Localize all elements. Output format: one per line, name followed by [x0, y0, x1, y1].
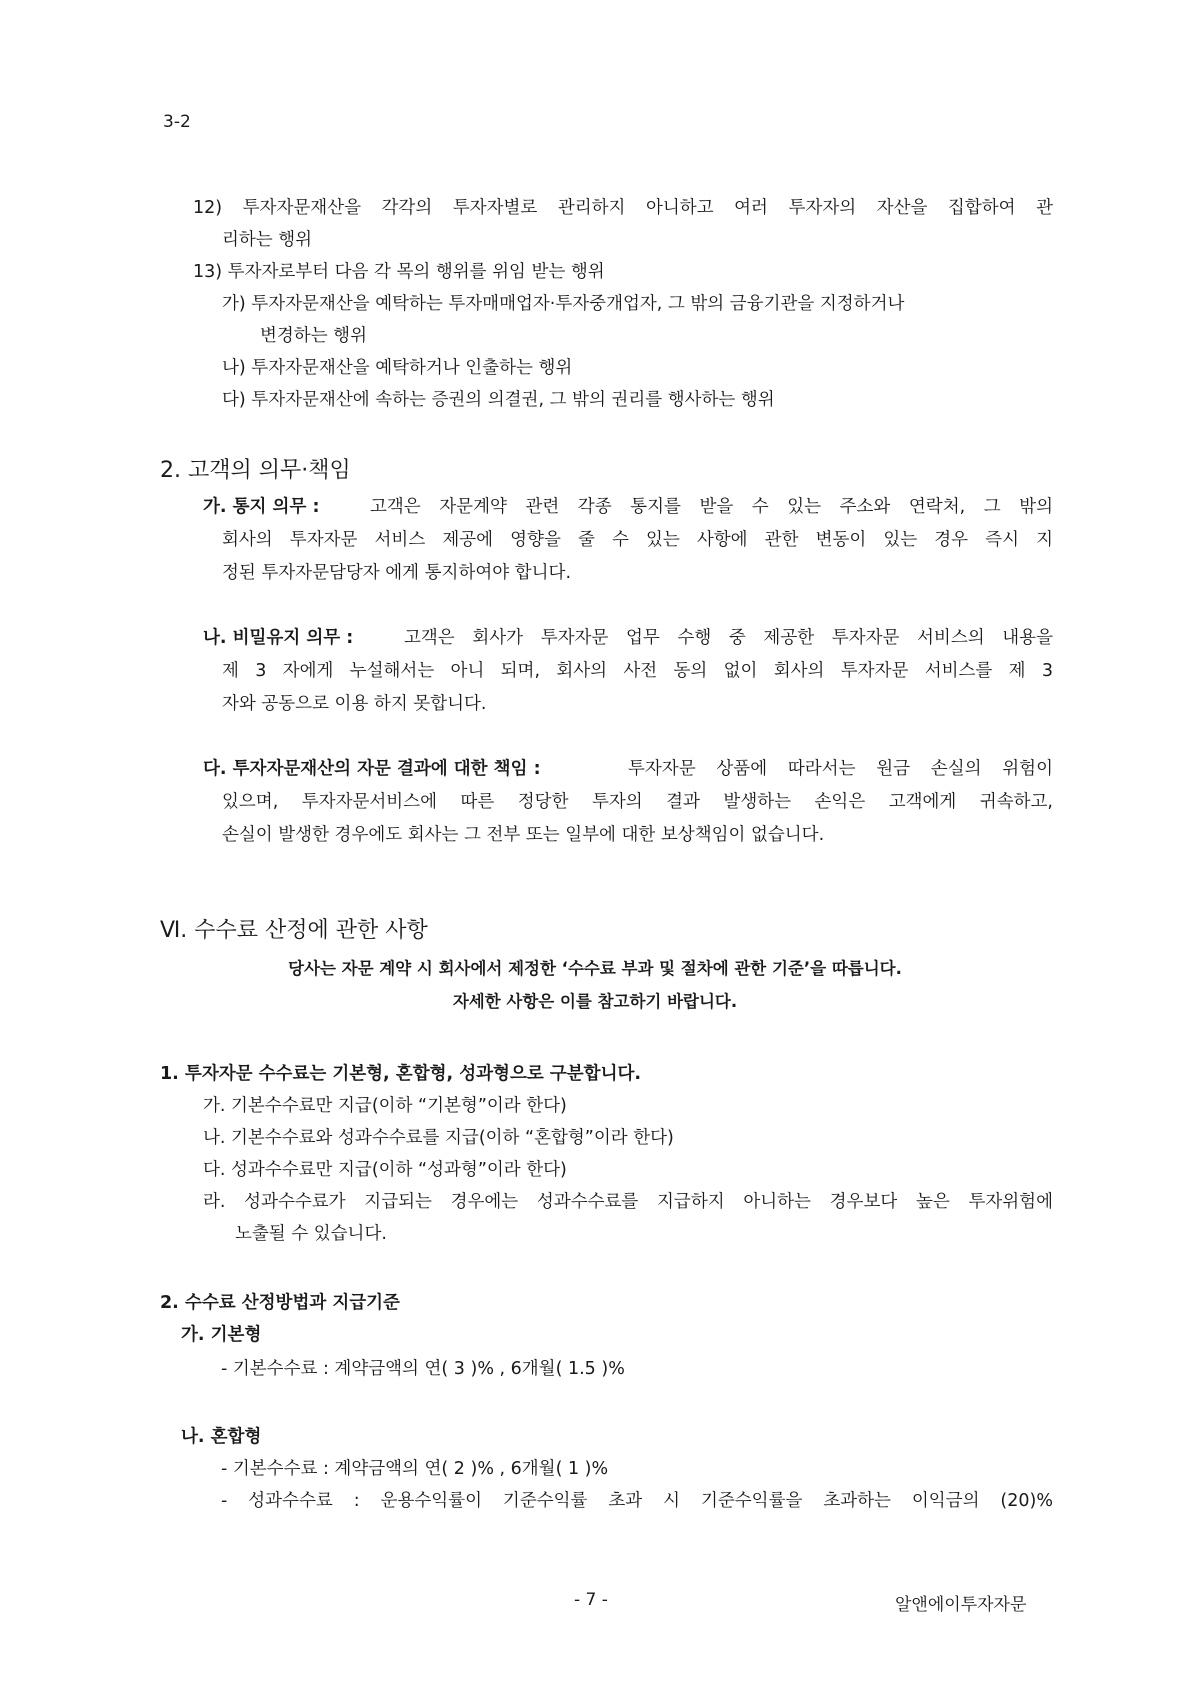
- confidentiality-duty-line3: 자와 공동으로 이용 하지 못합니다.: [222, 694, 487, 714]
- responsibility-line1: 투자자문 상품에 따라서는 원금 손실의 위험이: [628, 759, 1053, 779]
- sub-item-na: 나) 투자자문재산을 예탁하거나 인출하는 행위: [222, 358, 573, 378]
- fee-intro-line1: 당사는 자문 계약 시 회사에서 제정한 ‘수수료 부과 및 절차에 관한 기준’을 따릅니다.: [288, 959, 902, 978]
- fee-type-mixed: 나. 기본수수료와 성과수수료를 지급(이하 “혼합형”이라 한다): [203, 1128, 674, 1148]
- responsibility-label: 다. 투자자문재산의 자문 결과에 대한 책임 :: [203, 759, 541, 779]
- notice-duty-line3: 정된 투자자문담당자 에게 통지하여야 합니다.: [222, 563, 572, 583]
- fee-type-risk-note-line2: 노출될 수 있습니다.: [235, 1224, 387, 1244]
- list-item-13: 13) 투자자로부터 다음 각 목의 행위를 위임 받는 행위: [193, 262, 605, 282]
- sub-item-ga-line2: 변경하는 행위: [260, 326, 367, 346]
- company-name: 알앤에이투자자문: [895, 1595, 1027, 1615]
- fee-types-title: 1. 투자자문 수수료는 기본형, 혼합형, 성과형으로 구분합니다.: [160, 1064, 642, 1084]
- page-label: 3-2: [163, 112, 191, 132]
- fee-basic-title: 가. 기본형: [181, 1325, 262, 1345]
- sub-item-ga-line1: 가) 투자자문재산을 예탁하는 투자매매업자·투자중개업자, 그 밖의 금융기관을 지정하거나: [222, 294, 905, 314]
- fee-basic-rate: - 기본수수료 : 계약금액의 연( 3 )% , 6개월( 1.5 )%: [221, 1359, 625, 1379]
- fee-type-performance: 다. 성과수수료만 지급(이하 “성과형”이라 한다): [203, 1160, 567, 1180]
- notice-duty-label: 가. 통지 의무 :: [203, 497, 320, 517]
- fee-intro-line2: 자세한 사항은 이를 참고하기 바랍니다.: [452, 992, 738, 1011]
- confidentiality-duty-line1: 고객은 회사가 투자자문 업무 수행 중 제공한 투자자문 서비스의 내용을: [404, 628, 1053, 648]
- fee-type-basic: 가. 기본수수료만 지급(이하 “기본형”이라 한다): [203, 1096, 567, 1116]
- responsibility-line3: 손실이 발생한 경우에도 회사는 그 전부 또는 일부에 대한 보상책임이 없습니다.: [222, 825, 825, 845]
- fee-method-title: 2. 수수료 산정방법과 지급기준: [160, 1293, 400, 1313]
- section-title-client-duties: 2. 고객의 의무·책임: [160, 458, 351, 483]
- fee-type-risk-note-line1: 라. 성과수수료가 지급되는 경우에는 성과수수료를 지급하지 아니하는 경우보다 높은 투자위험에: [203, 1192, 1053, 1212]
- page-number: - 7 -: [574, 1590, 608, 1610]
- section-title-fee-calculation: Ⅵ. 수수료 산정에 관한 사항: [160, 918, 428, 943]
- list-item-12-line2: 리하는 행위: [222, 230, 313, 250]
- confidentiality-duty-label: 나. 비밀유지 의무 :: [203, 628, 354, 648]
- confidentiality-duty-line2: 제 3 자에게 누설해서는 아니 되며, 회사의 사전 동의 없이 회사의 투자자문 서비스를 제 3: [222, 661, 1053, 681]
- sub-item-da: 다) 투자자문재산에 속하는 증권의 의결권, 그 밖의 권리를 행사하는 행위: [222, 390, 775, 410]
- list-item-12-line1: 12) 투자자문재산을 각각의 투자자별로 관리하지 아니하고 여러 투자자의 자산을 집합하여 관: [193, 198, 1053, 218]
- responsibility-line2: 있으며, 투자자문서비스에 따른 정당한 투자의 결과 발생하는 손익은 고객에게 귀속하고,: [222, 792, 1053, 812]
- notice-duty-line1: 고객은 자문계약 관련 각종 통지를 받을 수 있는 주소와 연락처, 그 밖의: [370, 497, 1053, 517]
- notice-duty-line2: 회사의 투자자문 서비스 제공에 영향을 줄 수 있는 사항에 관한 변동이 있는 경우 즉시 지: [222, 530, 1053, 550]
- fee-mixed-performance-rate: - 성과수수료 : 운용수익률이 기준수익률 초과 시 기준수익률을 초과하는 이익금의 (20)%: [221, 1491, 1053, 1511]
- fee-mixed-title: 나. 혼합형: [181, 1427, 262, 1447]
- fee-mixed-basic-rate: - 기본수수료 : 계약금액의 연( 2 )% , 6개월( 1 )%: [221, 1459, 609, 1479]
